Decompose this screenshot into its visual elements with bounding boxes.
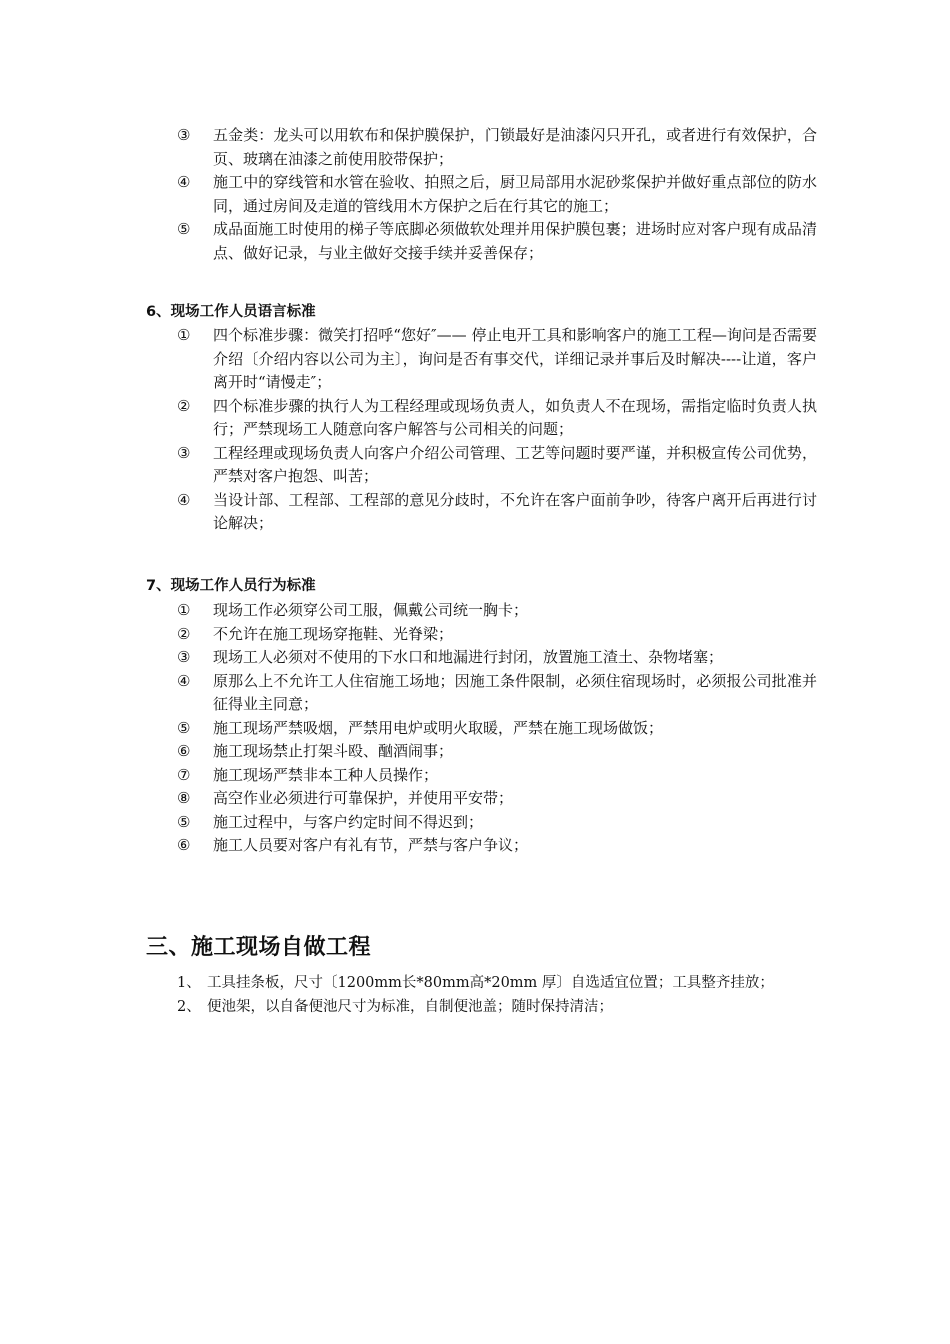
item-text: 施工中的穿线管和水管在验收、拍照之后，厨卫局部用水泥砂浆保护并做好重点部位的防水同，通过房间及走道的管线用木方保护之后在行其它的施工； [213,173,817,215]
item-text: 施工人员要对客户有礼有节，严禁与客户争议； [213,836,529,854]
list-item [177,324,817,395]
item-text: 四个标准步骤：微笑打招呼“您好″—— 停止电开工具和影响客户的施工工程—询问是否需要介绍〔介绍内容以公司为主〕，询问是否有事交代，详细记录并事后及时解决----让道，客户离开时“请慢走″； [213,326,817,391]
item-marker: ⑧ [177,789,191,807]
list-item [177,764,817,788]
item-text: 高空作业必须进行可靠保护，并使用平安带； [213,789,514,807]
item-marker: ⑥ [177,836,191,854]
item-text: 当设计部、工程部、工程部的意见分歧时，不允许在客户面前争吵，待客户离开后再进行讨论解决； [213,490,817,532]
language-standard-list [177,324,817,536]
item-text: 成品面施工时使用的梯子等底脚必须做软处理并用保护膜包裹；进场时应对客户现有成品清点、做好记录，与业主做好交接手续并妥善保存； [213,220,817,262]
item-marker: ④ [177,173,191,191]
item-text: 工程经理或现场负责人向客户介绍公司管理、工艺等问题时要严谨，并积极宣传公司优势，严禁对客户抱怨、叫苦； [213,443,817,485]
list-item [177,442,817,489]
behavior-standard-list [177,599,817,858]
section-heading-behavior-standard: 7、现场工作人员行为标准 [146,578,316,594]
item-marker: ⑦ [177,765,191,784]
item-text: 四个标准步骤的执行人为工程经理或现场负责人，如负责人不在现场，需指定临时负责人执行；严禁现场工人随意向客户解答与公司相关的问题； [213,396,817,438]
item-text: 原那么上不允许工人住宿施工场地；因施工条件限制，必须住宿现场时，必须报公司批准并征得业主同意； [213,671,817,713]
list-item [177,787,817,811]
list-item [177,623,817,647]
item-marker: ⑥ [177,742,191,760]
item-number: 2、 [177,998,201,1015]
item-marker: ③ [177,126,191,144]
item-number: 1、 [177,975,201,991]
item-text: 便池架，以自备便池尺寸为标准，自制便池盖；随时保持清洁； [207,998,613,1015]
item-text: 施工过程中，与客户约定时间不得迟到； [213,812,484,831]
list-item [177,489,817,536]
list-item [177,124,817,171]
item-marker: ⑤ [177,220,191,238]
item-text: 现场工人必须对不使用的下水口和地漏进行封闭，放置施工渣土、杂物堵塞； [213,648,724,666]
list-item [177,834,817,858]
item-marker: ⑤ [177,812,191,831]
item-text: 不允许在施工现场穿拖鞋、光脊梁； [213,624,454,643]
list-item [177,811,817,835]
list-item [177,670,817,717]
section-title-self-made-works: 三、施工现场自做工程 [146,935,372,960]
list-item [177,972,817,996]
item-marker: ⑤ [177,718,191,737]
list-item [177,218,817,265]
item-marker: ② [177,396,191,415]
list-item [177,646,817,670]
list-item [177,717,817,741]
protection-list [177,124,817,265]
item-marker: ④ [177,671,191,690]
list-item [177,395,817,442]
list-item [177,996,817,1020]
list-item [177,171,817,218]
item-text: 施工现场禁止打架斗殴、酗酒闹事； [213,742,454,760]
item-text: 施工现场严禁非本工种人员操作； [213,765,439,784]
item-marker: ③ [177,648,191,666]
list-item [177,740,817,764]
item-text: 工具挂条板，尺寸〔1200mm长*80mm高*20mm 厚〕自选适宜位置；工具整齐挂放； [207,975,774,991]
item-marker: ② [177,624,191,643]
item-text: 现场工作必须穿公司工服，佩戴公司统一胸卡； [213,601,529,619]
item-marker: ① [177,601,191,619]
item-marker: ③ [177,443,191,462]
item-text: 施工现场严禁吸烟，严禁用电炉或明火取暖，严禁在施工现场做饭； [213,718,664,737]
section-heading-language-standard: 6、现场工作人员语言标准 [146,304,316,320]
item-marker: ① [177,326,191,344]
item-marker: ④ [177,490,191,509]
self-made-works-list [177,972,817,1019]
item-text: 五金类：龙头可以用软布和保护膜保护，门锁最好是油漆闪只开孔，或者进行有效保护，合页、玻璃在油漆之前使用胶带保护； [213,126,817,168]
list-item [177,599,817,623]
